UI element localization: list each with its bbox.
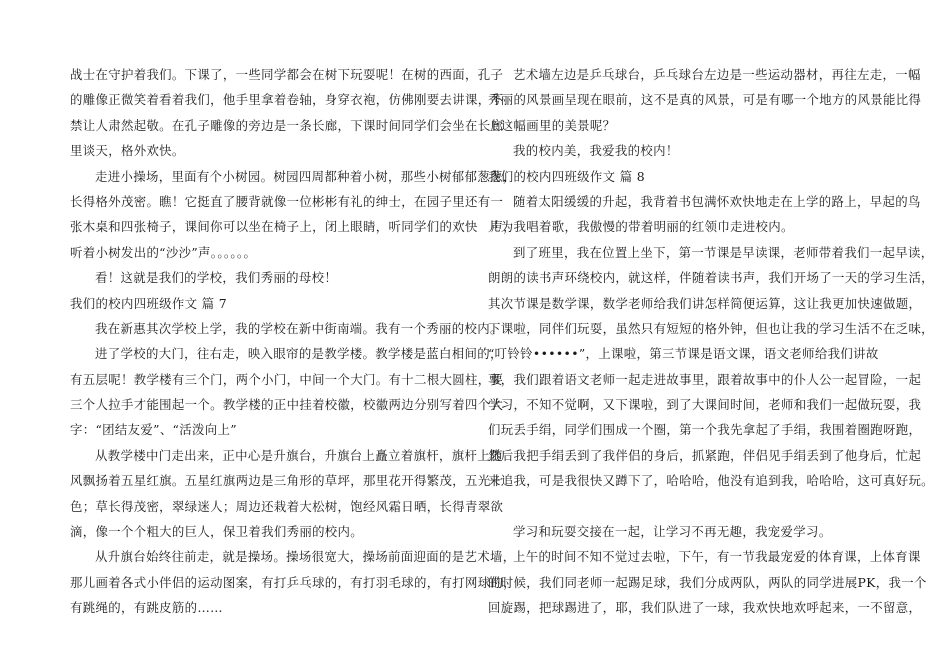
text-line: 禁让人肃然起敬。在孔子雕像的旁边是一条长廊，下课时间同学们会坐在长廊 xyxy=(70,117,504,133)
text-line: 有五层呢！教学楼有三个门，两个小门，中间一个大门。有十二根大圆柱，要 xyxy=(70,371,504,387)
text-line: 长得格外茂密。瞧！它挺直了腰背就像一位彬彬有礼的绅士，在园子里还有一 xyxy=(70,193,504,209)
text-line: 学习和玩耍交接在一起，让学习不再无趣，我宠爱学习。 xyxy=(513,524,832,540)
text-line: 从教学楼中门走出来，正中心是升旗台，升旗台上矗立着旗杆，旗杆上随 xyxy=(95,447,503,463)
text-line: “叮铃铃••••••”，上课啦，第三节课是语文课，语文老师给我们讲故 xyxy=(488,346,879,362)
text-line: 看！这就是我们的学校，我们秀丽的母校！ xyxy=(95,270,338,286)
text-line: 艺术墙左边是乒乓球台，乒乓球台左边是一些运动器材，再往左走，一幅 xyxy=(513,67,921,82)
text-line: 上这幅画里的美景呢？ xyxy=(488,117,616,133)
text-line: 事，我们跟着语文老师一起走进故事里，跟着故事中的仆人公一起冒险，一起 xyxy=(488,371,922,387)
text-line: 然后我把手绢丢到了我伴侣的身后，抓紧跑，伴侣见手绢丢到了他身后，忙起 xyxy=(488,447,922,463)
text-line: 来追我，可是我很快又蹲下了，哈哈哈，他没有追到我，哈哈哈，这可真好玩。 xyxy=(488,473,934,489)
text-line: 从升旗台始终往前走，就是操场。操场很宽大，操场前面迎面的是艺术墙， xyxy=(95,549,516,565)
text-line: 进了学校的大门，往右走，映入眼帘的是教学楼。教学楼是蓝白相间的， xyxy=(95,346,503,362)
text-line: 三个人拉手才能围起一个。教学楼的正中挂着校徽，校徽两边分别写着四个大 xyxy=(70,397,504,413)
text-line: 其次节课是数学课，数学老师给我们讲怎样简便运算，这让我更加快速做题， xyxy=(488,295,922,311)
text-line: 有跳绳的，有跳皮筋的…… xyxy=(70,600,223,616)
text-line: 下课啦，同伴们玩耍，虽然只有短短的格外钟，但也让我的学习生活不在乏味， xyxy=(488,320,934,336)
text-line: 的时候，我们同老师一起踢足球，我们分成两队，两队的同学进展PK，我一个 xyxy=(488,574,927,590)
text-line: 秀丽的风景画呈现在眼前，这不是真的风景，可是有哪一个地方的风景能比得 xyxy=(488,92,922,108)
text-line: 听着小树发出的“沙沙”声。。。。。。 xyxy=(70,244,257,260)
section-heading: 我们的校内四班级作文 篇 8 xyxy=(488,168,645,184)
text-line: 那儿画着各式小伴侣的运动图案，有打乒乓球的，有打羽毛球的，有打网球的， xyxy=(70,574,516,590)
text-line: 色；草长得茂密，翠绿迷人；周边还栽着大松树，饱经风霜日晒，长得青翠欲 xyxy=(70,498,504,514)
text-line: 学习，不知不觉啊，又下课啦，到了大课间时间，老师和我们一起做玩耍，我 xyxy=(488,397,922,413)
text-line: 的雕像正微笑着看着我们，他手里拿着卷轴，身穿衣袍，仿佛刚要去讲课，不 xyxy=(70,92,504,108)
text-line: 风飘扬着五星红旗。五星红旗两边是三角形的草坪，那里花开得繁茂，五光十 xyxy=(70,473,504,489)
text-line: 我在新惠其次学校上学，我的学校在新中街南端。我有一个秀丽的校内。 xyxy=(95,320,503,336)
text-line: 滴，像一个个粗大的巨人，保卫着我们秀丽的校内。 xyxy=(70,524,364,540)
text-line: 字：“团结友爱”、“活泼向上” xyxy=(70,422,237,438)
text-line: 上午的时间不知不觉过去啦，下午，有一节我最宠爱的体育课，上体育课 xyxy=(513,549,921,565)
section-heading: 我们的校内四班级作文 篇 7 xyxy=(70,295,227,311)
text-line: 战士在守护着我们。下课了，一些同学都会在树下玩耍呢！在树的西面，孔子 xyxy=(70,67,504,82)
text-line: 张木桌和四张椅子，课间你可以坐在椅子上，闭上眼睛，听同学们的欢快 声， xyxy=(70,219,516,235)
left-text-column xyxy=(70,62,516,621)
text-line: 到了班里，我在位置上坐下，第一节课是早读课，老师带着我们一起早读， xyxy=(513,244,934,260)
text-line: 里谈天，格外欢快。 xyxy=(70,143,185,159)
text-line: 们玩丢手绢，同学们围成一个圈，第一个我先拿起了手绢，我围着圈跑呀跑， xyxy=(488,422,922,438)
text-line: 回旋踢，把球踢进了，耶，我们队进了一球，我欢快地欢呼起来，一不留意， xyxy=(488,600,922,616)
right-text-column xyxy=(488,62,934,621)
text-line: 随着太阳缓缓的升起，我背着书包满怀欢快地走在上学的路上，早起的鸟 xyxy=(513,193,921,209)
blank-line xyxy=(488,494,880,519)
text-line: 走进小操场，里面有个小树园。树园四周都种着小树，那些小树郁郁葱葱， xyxy=(95,168,516,184)
text-line: 朗朗的读书声环绕校内，就这样，伴随着读书声，我们开场了一天的学习生活， xyxy=(488,270,934,286)
text-line: 我的校内美，我爱我的校内！ xyxy=(513,143,679,159)
text-line: 儿为我唱着歌，我傲慢的带着明丽的红领巾走进校内。 xyxy=(488,219,794,235)
